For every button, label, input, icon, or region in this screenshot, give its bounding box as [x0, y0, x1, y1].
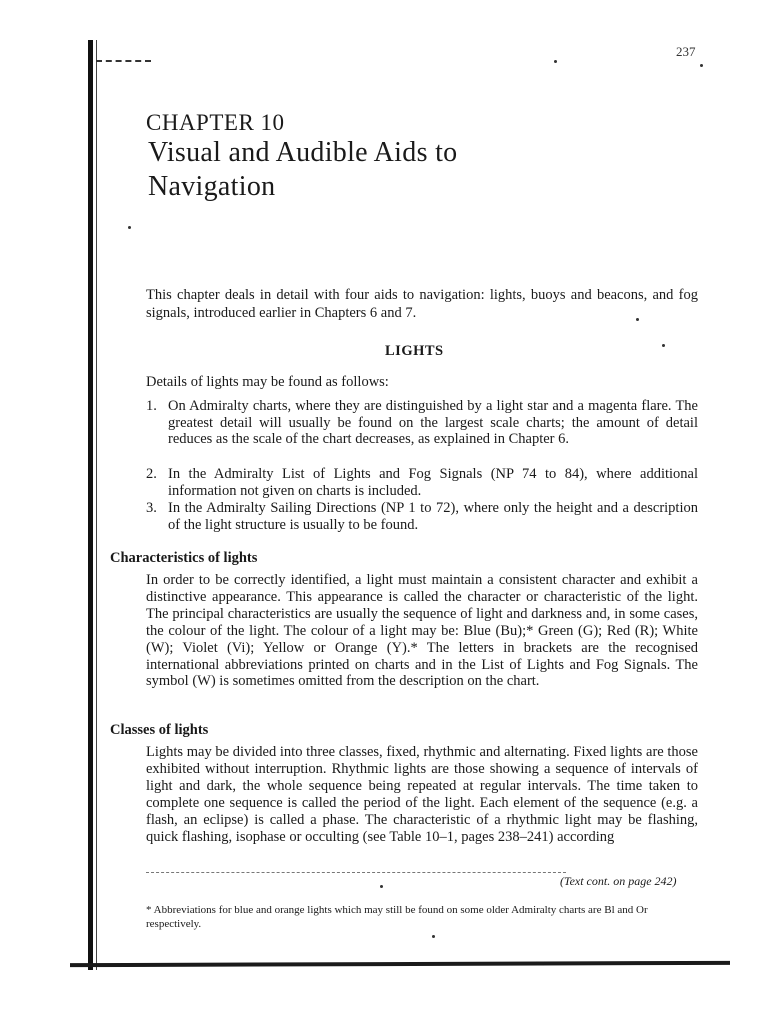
classes-paragraph: Lights may be divided into three classes, fixed, rhythmic and alternating. Fixed lights are those exhibited without interruption. Rhythmic lights are those showing a sequence of intervals of light and dark, the whole sequence being repeated at regular intervals. The time taken to complete one sequence is called the period of the light. Each element of the sequence (e.g. a flash, an eclipse) is called a phase. The characteristic of a rhythmic light may be flashing, quick flashing, isophase or occulting (see Table 10–1, pages 238–241) according	[146, 744, 698, 845]
lights-heading: LIGHTS	[385, 343, 444, 359]
list-item-number: 1.	[146, 398, 157, 414]
list-item-text: In the Admiralty List of Lights and Fog Signals (NP 74 to 84), where additional information not given on charts is included.	[168, 466, 698, 499]
list-item	[146, 466, 698, 500]
scan-speck	[432, 935, 435, 938]
section-heading-classes: Classes of lights	[110, 722, 209, 738]
binding-edge	[88, 40, 93, 970]
intro-paragraph: This chapter deals in detail with four aids to navigation: lights, buoys and beacons, and fog signals, introduced earlier in Chapters 6 and 7.	[146, 287, 698, 321]
scan-speck	[554, 60, 557, 63]
scan-mark	[96, 60, 151, 62]
scan-speck	[128, 226, 131, 229]
section-heading-characteristics: Characteristics of lights	[110, 550, 258, 566]
scan-speck	[700, 64, 703, 67]
list-item-number: 2.	[146, 466, 157, 482]
chapter-title	[148, 136, 457, 204]
scan-speck	[662, 344, 665, 347]
bottom-edge	[70, 961, 730, 967]
details-intro: Details of lights may be found as follows:	[146, 374, 389, 390]
footnote: * Abbreviations for blue and orange lights which may still be found on some older Admiralty charts are Bl and Or respectively.	[146, 904, 648, 930]
continuation-rule	[146, 872, 566, 873]
characteristics-paragraph: In order to be correctly identified, a light must maintain a consistent character and exhibit a distinctive appearance. This appearance is called the character or characteristic of the light. The principal characteristics are usually the sequence of light and darkness and, in some cases, the colour of the light. The colour of a light may be: Blue (Bu);* Green (G); Red (R); White (W); Violet (Vi); Yellow or Orange (Y).* The letters in brackets are the recognised international abbreviations printed on charts and in the List of Lights and Fog Signals. The symbol (W) is sometimes omitted from the description on the chart.	[146, 572, 698, 690]
list-item	[146, 500, 698, 533]
binding-edge-shadow	[96, 40, 97, 970]
chapter-title-line-2: Navigation	[148, 171, 276, 202]
continuation-note: (Text cont. on page 242)	[560, 874, 677, 888]
chapter-title-line-1: Visual and Audible Aids to	[148, 137, 458, 168]
list-item-number: 3.	[146, 500, 157, 516]
list-item-text: In the Admiralty Sailing Directions (NP 1 to 72), where only the height and a description of the light structure is usually to be found.	[168, 500, 698, 533]
list-item-text: On Admiralty charts, where they are distinguished by a light star and a magenta flare. The greatest detail will usually be found on the largest scale charts; the amount of detail reduces as the scale of the chart decreases, as explained in Chapter 6.	[168, 398, 698, 447]
list-item	[146, 398, 698, 466]
chapter-label: CHAPTER 10	[146, 110, 285, 135]
sources-list	[146, 398, 698, 533]
scan-speck	[380, 885, 383, 888]
page-number: 237	[676, 44, 696, 59]
